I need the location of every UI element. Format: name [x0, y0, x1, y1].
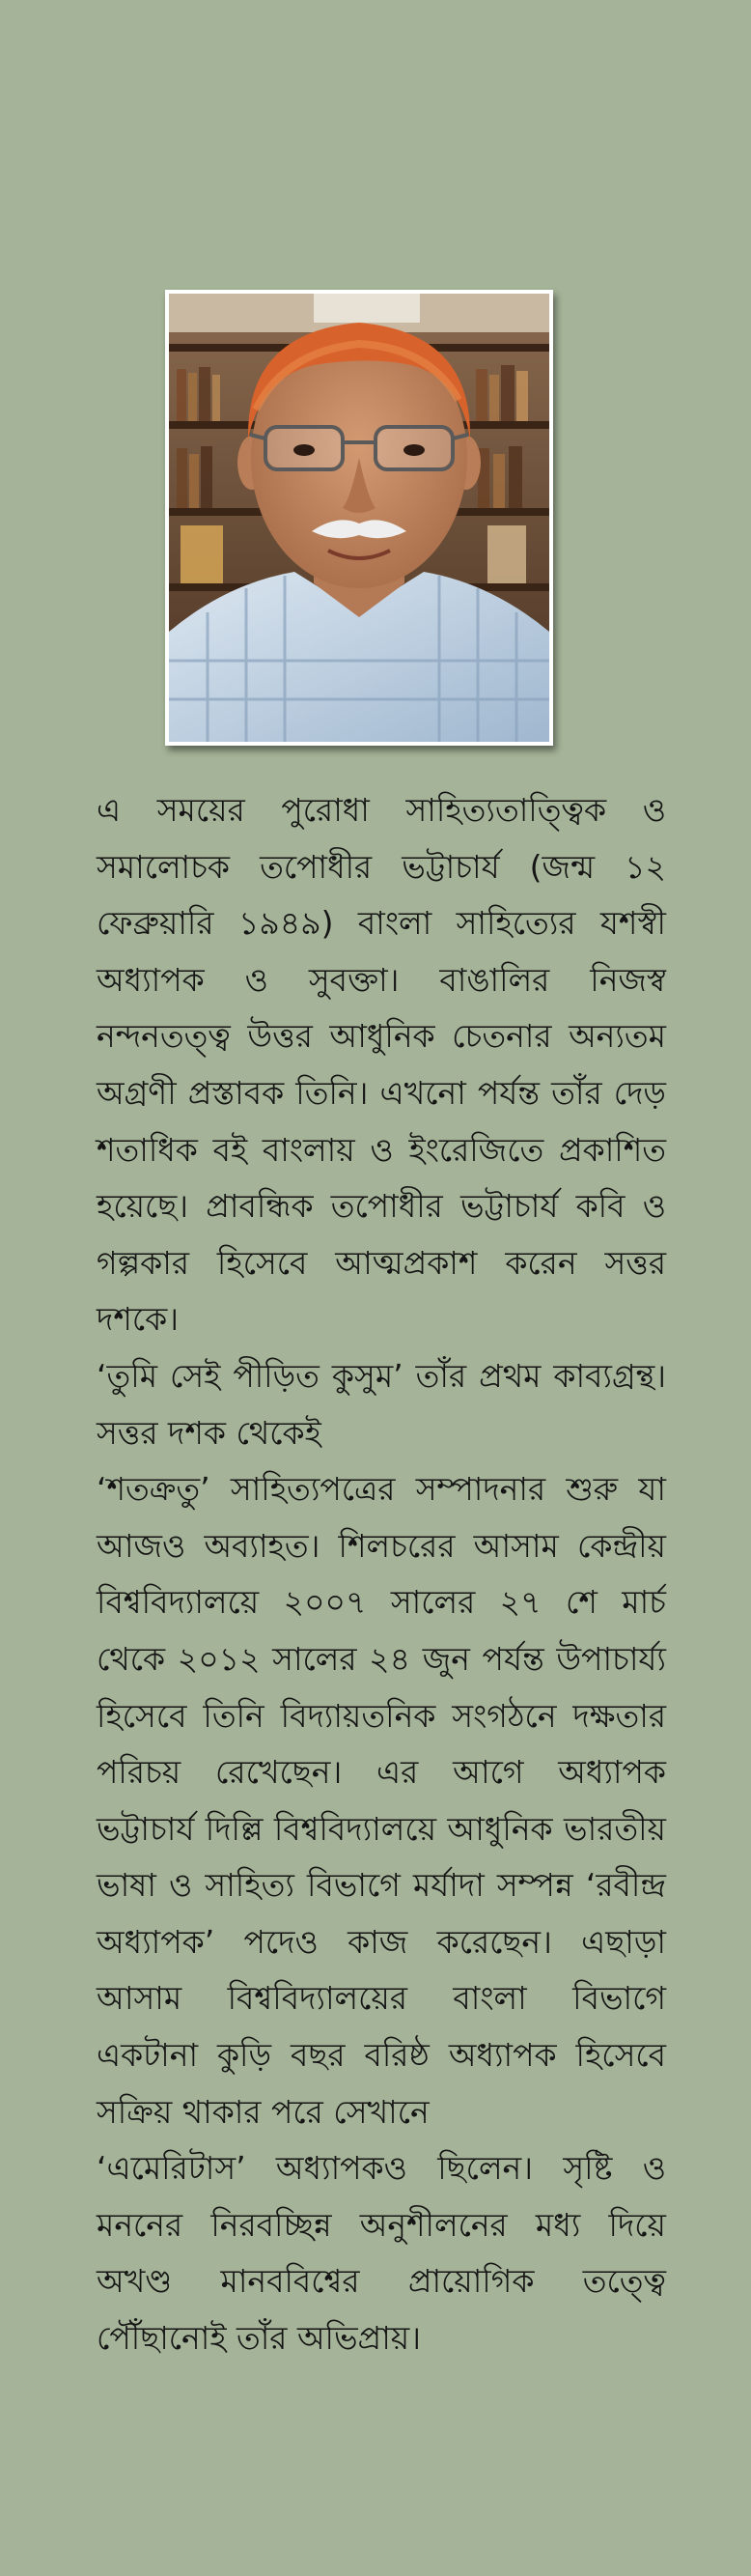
bio-paragraph: ‘তুমি সেই পীড়িত কুসুম’ তাঁর প্রথম কাব্যগ্রন্থ। সত্তর দশক থেকেই	[97, 1356, 666, 1452]
bio-paragraph: ‘শতক্রতু’ সাহিত্যপত্রের সম্পাদনার শুরু যা আজও অব্যাহত। শিলচরের আসাম কেন্দ্রীয় বিশ্ববিদ্যালয়ে ২০০৭ সালের ২৭ শে মার্চ থেকে ২০১২ সালের ২৪ জুন পর্যন্ত উপাচার্য্য হিসেবে তিনি বিদ্যায়তনিক সংগঠনে দক্ষতার পরিচয় রেখেছেন। এর আগে অধ্যাপক ভট্টাচার্য দিল্লি বিশ্ববিদ্যালয়ে আধুনিক ভারতীয় ভাষা ও সাহিত্য বিভাগে মর্যাদা সম্পন্ন ‘রবীন্দ্র অধ্যাপক’ পদেও কাজ করেছেন। এছাড়া আসাম বিশ্ববিদ্যালয়ের বাংলা বিভাগে একটানা কুড়ি বছর বরিষ্ঠ অধ্যাপক হিসেবে সক্রিয় থাকার পরে সেখানে	[97, 1470, 666, 2131]
author-portrait-photo-icon	[169, 294, 549, 742]
author-biography	[97, 782, 666, 2367]
author-photo-frame	[165, 290, 553, 746]
bio-paragraph: এ সময়ের পুরোধা সাহিত্যতাত্ত্বিক ও সমালোচক তপোধীর ভট্টাচার্য (জন্ম ১২ ফেব্রুয়ারি ১৯৪৯) বাংলা সাহিত্যের যশস্বী অধ্যাপক ও সুবক্তা। বাঙালির নিজস্ব নন্দনতত্ত্ব উত্তর আধুনিক চেতনার অন্যতম অগ্রণী প্রস্তাবক তিনি। এখনো পর্যন্ত তাঁর দেড় শতাধিক বই বাংলায় ও ইংরেজিতে প্রকাশিত হয়েছে। প্রাবন্ধিক তপোধীর ভট্টাচার্য কবি ও গল্পকার হিসেবে আত্মপ্রকাশ করেন সত্তর দশকে।	[97, 791, 666, 1339]
bio-paragraph: ‘এমেরিটাস’ অধ্যাপকও ছিলেন। সৃষ্টি ও মননের নিরবচ্ছিন্ন অনুশীলনের মধ্য দিয়ে অখণ্ড মানববিশ্বের প্রায়োগিক তত্ত্বে পৌঁছানোই তাঁর অভিপ্রায়।	[97, 2149, 666, 2358]
